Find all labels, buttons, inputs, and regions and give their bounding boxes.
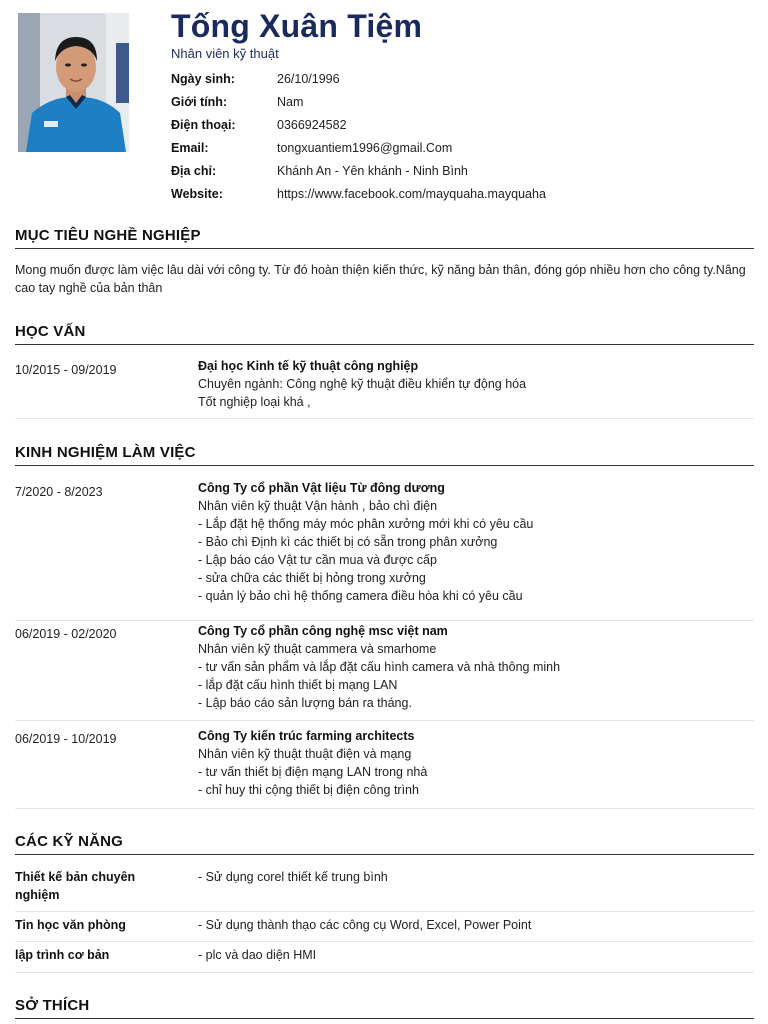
skill-name: Thiết kế bản chuyên nghiệm [15, 870, 136, 902]
entry-line: - lắp đặt cấu hình thiết bị mạng LAN [198, 678, 398, 692]
info-row-gender [171, 90, 546, 113]
entry-line: - Bảo chì Định kì các thiết bị có sẵn trong phân xưởng [198, 535, 498, 549]
candidate-name: Tống Xuân Tiệm [171, 8, 423, 44]
entry-body [198, 622, 560, 712]
email-value[interactable]: tongxuantiem1996@gmail.Com [277, 140, 453, 155]
entry-line: Nhân viên kỹ thuật cammera và smarhome [198, 642, 437, 656]
info-label: Ngày sinh: [171, 71, 235, 86]
info-value: Nam [277, 94, 304, 109]
entry-line: Nhân viên kỹ thuật thuật điện và mạng [198, 747, 412, 761]
experience-entry [15, 621, 754, 721]
entry-line: - tư vấn sản phẩm và lắp đặt cấu hình camera và nhà thông minh [198, 660, 561, 674]
skill-desc: - Sử dụng thành thạo các công cụ Word, Excel, Power Point [198, 918, 532, 932]
profile-photo [18, 13, 129, 152]
info-row-birthdate [171, 67, 546, 90]
personal-info [171, 67, 546, 205]
objective-text: Mong muốn được làm việc lâu dài với công ty. Từ đó hoàn thiện kiến thức, kỹ năng bản thân, đóng góp nhiều hơn cho công ty.Nâng cao tay nghề của bản thân [15, 263, 746, 295]
entry-line: Chuyên ngành: Công nghệ kỹ thuật điều khiển tự động hóa [198, 377, 527, 391]
entry-line: - chỉ huy thi cộng thiết bị điện công trình [198, 783, 419, 797]
company-name: Công Ty kiến trúc farming architects [198, 729, 415, 743]
section-title-skills: CÁC KỸ NĂNG [15, 833, 754, 855]
info-label: Điện thoại: [171, 117, 236, 132]
entry-line: - sửa chữa các thiết bị hỏng trong xưởng [198, 571, 426, 585]
info-row-phone [171, 113, 546, 136]
skill-row [15, 867, 754, 912]
info-value: 26/10/1996 [277, 71, 340, 86]
skill-row [15, 942, 754, 973]
experience-entry [15, 727, 754, 809]
entry-line: - Lập báo cáo Vật tư cần mua và được cấp [198, 553, 437, 567]
entry-date: 06/2019 - 02/2020 [15, 627, 117, 641]
section-title-hobbies: SỞ THÍCH [15, 997, 754, 1019]
info-row-address [171, 159, 546, 182]
school-name: Đại học Kinh tế kỹ thuật công nghiệp [198, 359, 419, 373]
entry-line: Tốt nghiệp loại khá , [198, 395, 311, 409]
info-label: Giới tính: [171, 94, 228, 109]
entry-line: - quản lý bảo chì hệ thống camera điều hòa khi có yêu cầu [198, 589, 523, 603]
entry-line: - Lắp đặt hệ thống máy móc phân xưởng mới khi có yêu cầu [198, 517, 534, 531]
info-value: 0366924582 [277, 117, 347, 132]
entry-body [198, 479, 533, 605]
entry-body [198, 357, 526, 411]
info-label: Địa chỉ: [171, 163, 217, 178]
job-title: Nhân viên kỹ thuật [171, 46, 279, 61]
company-name: Công Ty cổ phần Vật liệu Từ đông dương [198, 481, 445, 495]
company-name: Công Ty cổ phần công nghệ msc việt nam [198, 624, 448, 638]
skill-row [15, 912, 754, 942]
education-entry [15, 356, 754, 419]
entry-line: - Lập báo cáo sản lượng bán ra tháng. [198, 696, 412, 710]
info-label: Website: [171, 186, 223, 201]
info-value: Khánh An - Yên khánh - Ninh Bình [277, 163, 468, 178]
section-title-education: HỌC VẤN [15, 323, 754, 345]
entry-line: Nhân viên kỹ thuật Vận hành , bảo chì điện [198, 499, 438, 513]
entry-date: 10/2015 - 09/2019 [15, 363, 117, 377]
skill-desc: - Sử dụng corel thiết kế trung bình [198, 870, 388, 884]
section-title-objective: MỤC TIÊU NGHỀ NGHIỆP [15, 227, 754, 249]
entry-date: 7/2020 - 8/2023 [15, 485, 103, 499]
skill-desc: - plc và dao diện HMI [198, 948, 317, 962]
skill-name: Tin học văn phòng [15, 918, 126, 932]
experience-entry [15, 478, 754, 621]
website-link[interactable]: https://www.facebook.com/mayquaha.mayquaha [277, 186, 546, 201]
section-title-experience: KINH NGHIỆM LÀM VIỆC [15, 444, 754, 466]
skill-name: lập trình cơ bản [15, 948, 110, 962]
entry-line: - tư vấn thiết bị điện mạng LAN trong nhà [198, 765, 428, 779]
info-row-website [171, 182, 546, 205]
info-label: Email: [171, 140, 209, 155]
entry-date: 06/2019 - 10/2019 [15, 732, 117, 746]
info-row-email [171, 136, 546, 159]
entry-body [198, 727, 427, 799]
